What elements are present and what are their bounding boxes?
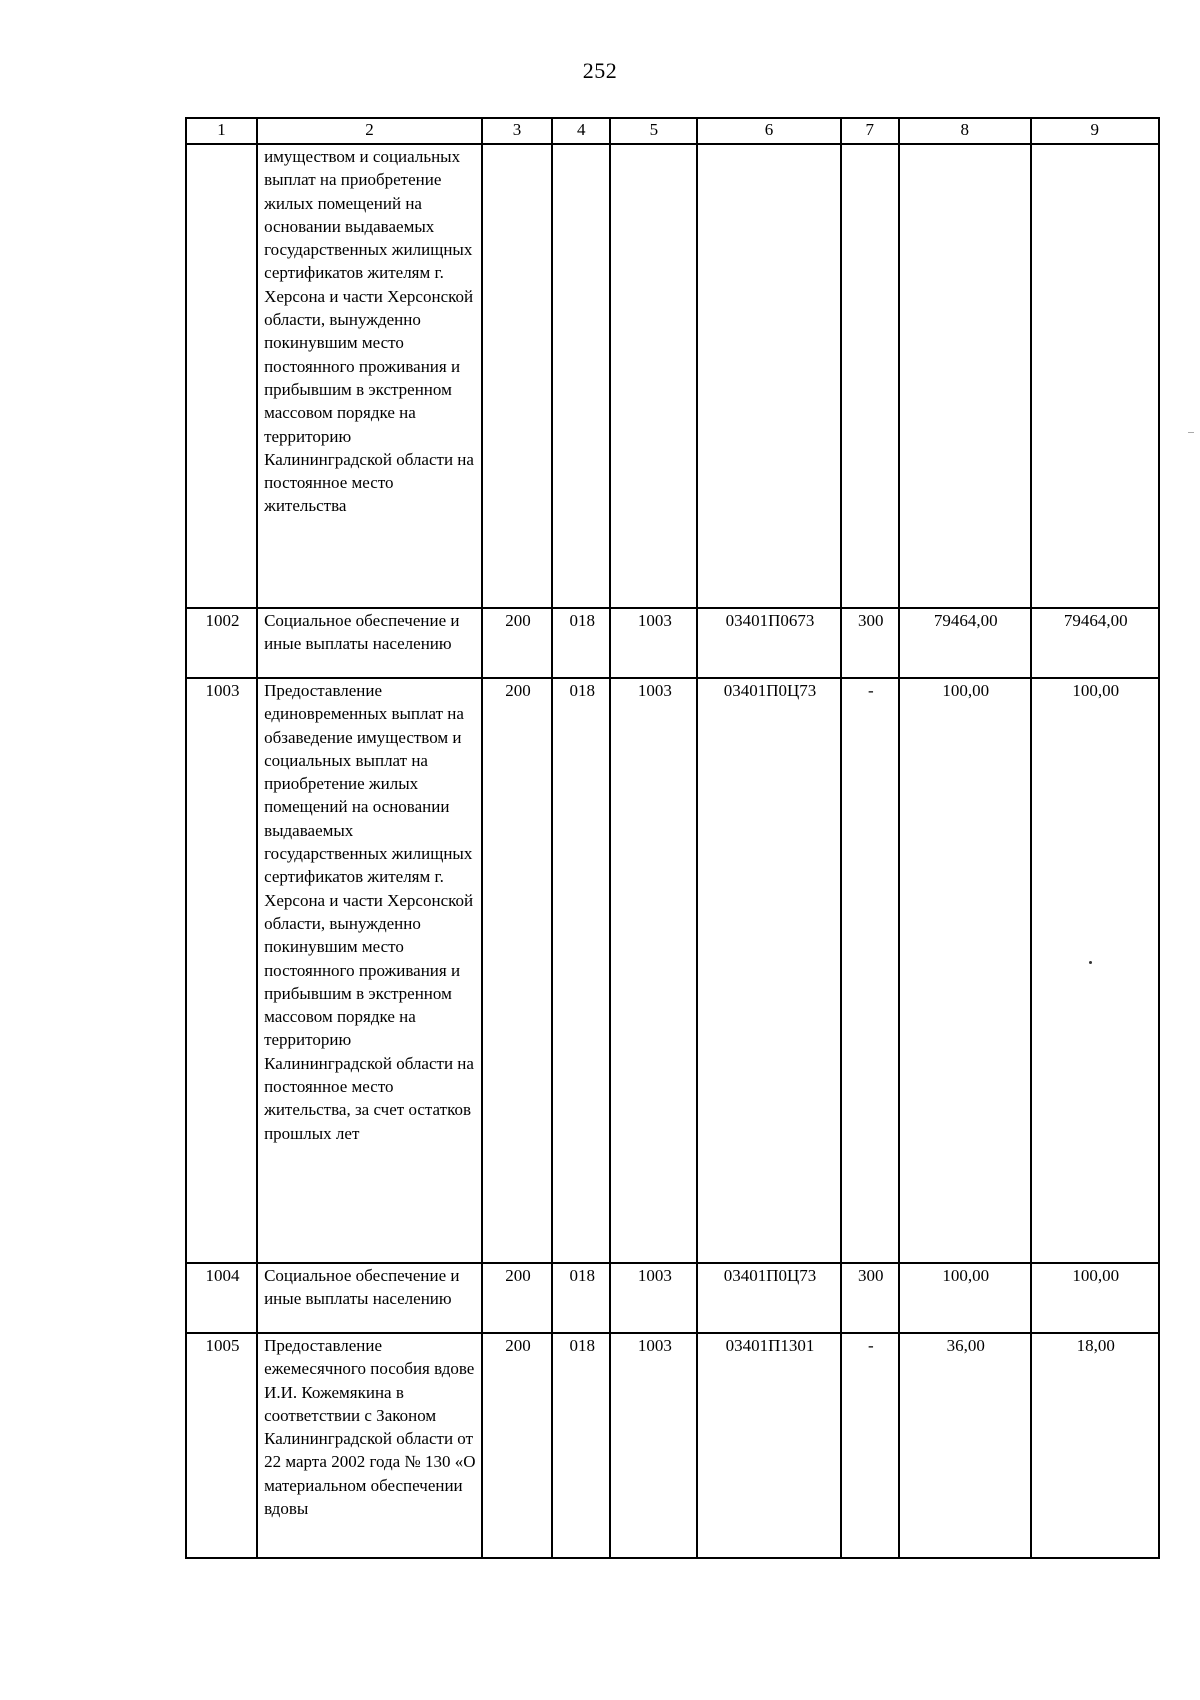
row-number-cell (186, 144, 257, 608)
budget-table (185, 117, 1160, 1559)
row-name-cell: Социальное обеспечение и иные выплаты населению (257, 1263, 482, 1333)
col9-cell: 100,00 (1031, 678, 1159, 1263)
blank-cell (482, 144, 552, 608)
col5-cell: 1003 (610, 608, 697, 678)
col5-cell: 1003 (610, 678, 697, 1263)
row-number-cell: 1005 (186, 1333, 257, 1558)
col7-cell: 300 (841, 1263, 899, 1333)
scan-speck (1089, 961, 1092, 964)
column-header-1: 1 (186, 118, 257, 144)
col9-cell: 79464,00 (1031, 608, 1159, 678)
col5-cell: 1003 (610, 1333, 697, 1558)
table-row-continuation (186, 144, 1159, 608)
col8-cell: 100,00 (899, 1263, 1031, 1333)
row-number-cell: 1004 (186, 1263, 257, 1333)
column-header-7: 7 (841, 118, 899, 144)
blank-cell (552, 144, 610, 608)
col5-cell: 1003 (610, 1263, 697, 1333)
column-header-3: 3 (482, 118, 552, 144)
col4-cell: 018 (552, 1263, 610, 1333)
col4-cell: 018 (552, 608, 610, 678)
table-row (186, 1263, 1159, 1333)
col8-cell: 100,00 (899, 678, 1031, 1263)
col8-cell: 36,00 (899, 1333, 1031, 1558)
table-row (186, 608, 1159, 678)
blank-cell (697, 144, 840, 608)
column-header-8: 8 (899, 118, 1031, 144)
col6-cell: 03401П0Ц73 (697, 678, 840, 1263)
col4-cell: 018 (552, 1333, 610, 1558)
blank-cell (610, 144, 697, 608)
page-number: 252 (582, 58, 618, 83)
col3-cell: 200 (482, 1263, 552, 1333)
col9-cell: 18,00 (1031, 1333, 1159, 1558)
column-header-6: 6 (697, 118, 840, 144)
table-row (186, 678, 1159, 1263)
col6-cell: 03401П1301 (697, 1333, 840, 1558)
row-number-cell: 1003 (186, 678, 257, 1263)
col8-cell: 79464,00 (899, 608, 1031, 678)
blank-cell (899, 144, 1031, 608)
blank-cell (841, 144, 899, 608)
col3-cell: 200 (482, 608, 552, 678)
column-header-2: 2 (257, 118, 482, 144)
column-header-4: 4 (552, 118, 610, 144)
col6-cell: 03401П0673 (697, 608, 840, 678)
col6-cell: 03401П0Ц73 (697, 1263, 840, 1333)
col7-cell: 300 (841, 608, 899, 678)
row-name-cell: Социальное обеспечение и иные выплаты населению (257, 608, 482, 678)
col7-cell: - (841, 1333, 899, 1558)
col4-cell: 018 (552, 678, 610, 1263)
blank-cell (1031, 144, 1159, 608)
column-header-5: 5 (610, 118, 697, 144)
row-name-cell: Предоставление единовременных выплат на обзаведение имуществом и социальных выплат на приобретение жилых помещений на основании выдаваемых государственных жилищных сертификатов жителям г. Херсона и части Херсонской области, вынужденно покинувшим место постоянного проживания и прибывшим в экстренном массовом порядке на территорию Калининградской области на постоянное место жительства, за счет остатков прошлых лет (257, 678, 482, 1263)
row-name-cell: Предоставление ежемесячного пособия вдове И.И. Кожемякина в соответствии с Законом Калининградской области от 22 марта 2002 года № 130 «О материальном обеспечении вдовы (257, 1333, 482, 1558)
row-name-cell: имуществом и социальных выплат на приобретение жилых помещений на основании выдаваемых государственных жилищных сертификатов жителям г. Херсона и части Херсонской области, вынужденно покинувшим место постоянного проживания и прибывшим в экстренном массовом порядке на территорию Калининградской области на постоянное место жительства (257, 144, 482, 608)
col7-cell: - (841, 678, 899, 1263)
col3-cell: 200 (482, 678, 552, 1263)
header-row (186, 118, 1159, 144)
column-header-9: 9 (1031, 118, 1159, 144)
margin-mark (1188, 432, 1194, 433)
row-number-cell: 1002 (186, 608, 257, 678)
table-row (186, 1333, 1159, 1558)
col9-cell: 100,00 (1031, 1263, 1159, 1333)
col3-cell: 200 (482, 1333, 552, 1558)
